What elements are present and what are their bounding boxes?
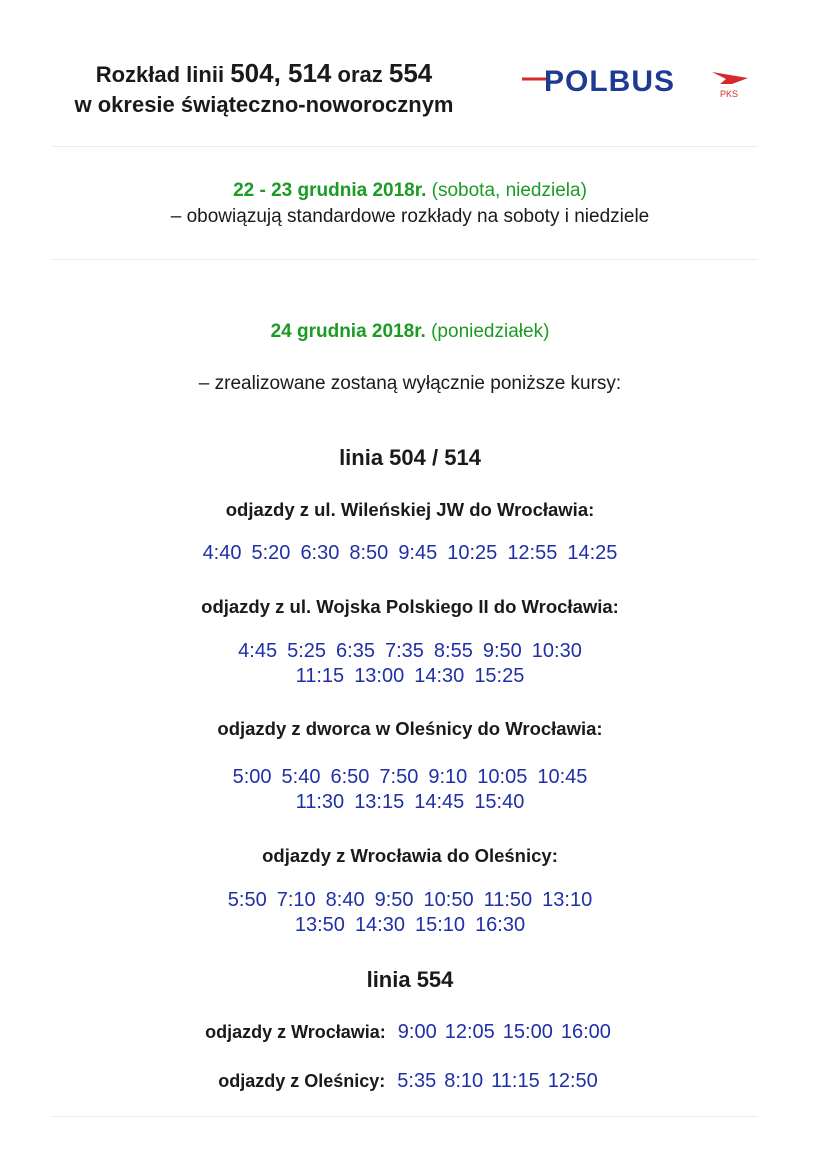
divider xyxy=(52,259,758,260)
departure-time: 10:05 xyxy=(477,766,528,788)
departure-time: 16:00 xyxy=(560,1021,611,1043)
section-christmas-eve xyxy=(0,319,820,345)
departure-time: 8:50 xyxy=(349,542,389,564)
departure-time: 11:50 xyxy=(483,889,533,911)
departure-time: 8:10 xyxy=(444,1070,484,1092)
departure-time: 9:45 xyxy=(398,542,438,564)
departure-time: 14:25 xyxy=(567,542,618,564)
departure-time: 12:05 xyxy=(444,1021,495,1043)
logo-word: POLBUS xyxy=(544,65,676,98)
departure-time: 5:50 xyxy=(227,889,267,911)
departure-time: 9:50 xyxy=(482,640,522,662)
group-wojska-polskiego-times xyxy=(0,639,820,689)
departure-time: 13:15 xyxy=(354,791,405,813)
christmas-eve-date: 24 grudnia 2018r. xyxy=(270,321,426,342)
departure-time: 8:55 xyxy=(433,640,473,662)
departure-time: 15:10 xyxy=(415,914,466,936)
departure-time: 13:10 xyxy=(542,889,593,911)
departure-time: 14:30 xyxy=(414,665,465,687)
title-sub: w okresie świąteczno-noworocznym xyxy=(74,92,454,117)
times-row xyxy=(0,541,820,566)
section-weekend xyxy=(0,178,820,230)
polbus-logo xyxy=(520,64,750,100)
logo-arrow-icon xyxy=(712,72,748,84)
times-row xyxy=(0,639,820,664)
polbus-logo-icon xyxy=(520,64,750,100)
departure-time: 14:45 xyxy=(414,791,465,813)
header xyxy=(0,58,820,138)
departure-time: 15:25 xyxy=(474,665,525,687)
divider xyxy=(52,146,758,147)
departure-time: 16:30 xyxy=(475,914,526,936)
group-olesnica-station-heading: odjazdy z dworca w Oleśnicy do Wrocławia: xyxy=(217,718,603,739)
departure-time: 13:50 xyxy=(294,914,345,936)
weekend-days: (sobota, niedziela) xyxy=(431,180,587,201)
page-title xyxy=(44,58,484,120)
christmas-eve-days: (poniedziałek) xyxy=(431,321,550,342)
departure-time: 5:00 xyxy=(232,766,272,788)
line-554-title: linia 554 xyxy=(366,967,454,992)
line-504-514-title: linia 504 / 514 xyxy=(339,445,481,470)
departure-time: 11:15 xyxy=(295,665,345,687)
departure-time: 13:00 xyxy=(354,665,405,687)
departure-time: 14:30 xyxy=(354,914,405,936)
departure-time: 10:50 xyxy=(423,889,474,911)
departure-time: 15:40 xyxy=(474,791,525,813)
group-wroclaw-to-olesnica-heading: odjazdy z Wrocławia do Oleśnicy: xyxy=(262,845,558,866)
times-row xyxy=(0,913,820,938)
departure-time: 11:15 xyxy=(491,1070,540,1092)
divider xyxy=(52,1116,758,1117)
departure-time: 9:10 xyxy=(428,766,468,788)
departure-time: 10:25 xyxy=(447,542,498,564)
departure-time: 11:30 xyxy=(295,791,345,813)
departure-time: 5:20 xyxy=(251,542,291,564)
departure-time: 7:35 xyxy=(384,640,424,662)
title-mid: oraz xyxy=(331,62,389,87)
group-wilenska-times xyxy=(0,541,820,566)
weekend-note: – obowiązują standardowe rozkłady na soboty i niedziele xyxy=(170,206,650,227)
departure-time: 5:35 xyxy=(397,1070,437,1092)
line-554-from-olesnica xyxy=(0,1067,820,1095)
departure-time: 7:10 xyxy=(276,889,316,911)
christmas-eve-note: – zrealizowane zostaną wyłącznie poniższe kursy: xyxy=(198,373,622,394)
title-line3: 554 xyxy=(388,58,433,88)
departure-time: 12:50 xyxy=(547,1070,598,1092)
line-554-from-wroclaw xyxy=(0,1018,820,1046)
times-row xyxy=(0,790,820,815)
from-olesnica-label: odjazdy z Oleśnicy: xyxy=(218,1071,386,1091)
times-row xyxy=(0,888,820,913)
times-row xyxy=(0,765,820,790)
departure-time: 9:00 xyxy=(397,1021,437,1043)
departure-time: 10:30 xyxy=(531,640,582,662)
departure-time: 10:45 xyxy=(537,766,588,788)
departure-time: 5:40 xyxy=(281,766,321,788)
logo-sub: PKS xyxy=(720,89,739,99)
departure-time: 7:50 xyxy=(379,766,419,788)
departure-time: 12:55 xyxy=(507,542,558,564)
times-row xyxy=(0,664,820,689)
departure-time: 6:50 xyxy=(330,766,370,788)
departure-time: 8:40 xyxy=(325,889,365,911)
departure-time: 4:40 xyxy=(202,542,242,564)
group-wroclaw-to-olesnica-times xyxy=(0,888,820,938)
group-olesnica-station-times xyxy=(0,765,820,815)
departure-time: 5:25 xyxy=(287,640,327,662)
departure-time: 4:45 xyxy=(238,640,278,662)
departure-time: 6:30 xyxy=(300,542,340,564)
title-prefix: Rozkład linii xyxy=(95,62,231,87)
group-wojska-polskiego-heading: odjazdy z ul. Wojska Polskiego II do Wrocławia: xyxy=(201,596,619,617)
from-wroclaw-label: odjazdy z Wrocławia: xyxy=(205,1022,386,1042)
departure-time: 15:00 xyxy=(502,1021,553,1043)
weekend-date: 22 - 23 grudnia 2018r. xyxy=(233,180,427,201)
group-wilenska-heading: odjazdy z ul. Wileńskiej JW do Wrocławia: xyxy=(225,499,595,520)
departure-time: 6:35 xyxy=(336,640,375,662)
departure-time: 9:50 xyxy=(374,889,414,911)
title-lines: 504, 514 xyxy=(230,58,332,88)
